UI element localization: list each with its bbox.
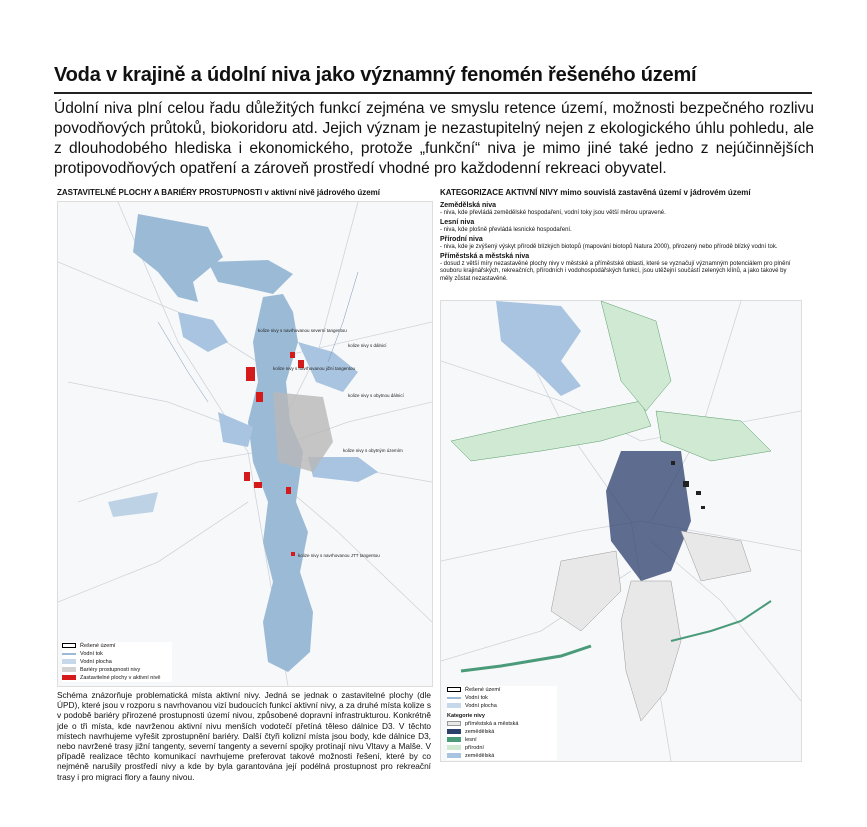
legend-label: Vodní tok <box>80 651 103 657</box>
category-text: - dosud z větší míry nezastavěné plochy nivy v městské a příměstské oblasti, které se vyznačují významným potenciálem pro plnění souboru krajinářských, rekreačních, přírodních i vodohospodářských funkcí, jsou utěžejní součástí zelených klínů, a jako takové by měly zůstat nezastavěné. <box>440 260 791 282</box>
legend-label: zemědělská <box>465 729 495 735</box>
legend-item <box>447 728 557 736</box>
map-label: kolize nivy s navrhovanou jižní tangentou <box>273 366 356 371</box>
legend-item <box>62 650 172 658</box>
legend-item <box>62 674 172 682</box>
right-legend <box>447 686 557 760</box>
legend-item <box>62 666 172 674</box>
legend-swatch <box>447 753 461 758</box>
intro-paragraph: Údolní niva plní celou řadu důležitých funkcí zejména ve smyslu retence území, možnosti bezpečného rozlivu povodňových průtoků, biokoridoru atd. Jejich význam je nezastupitelný nejen z ekologického úhlu pohledu, ale z dlouhodobého hlediska i ekonomického, protože „funkční“ niva je mimo jiné také jedno z nejúčinnějších protipovodňových opatření a zároveň prostředí vhodné pro každodenní rekreaci obyvatel. <box>54 100 814 177</box>
left-legend <box>62 642 172 682</box>
page-title: Voda v krajině a údolní niva jako významný fenomén řešeného území <box>54 64 697 86</box>
legend-swatch <box>62 675 76 680</box>
legend-swatch <box>447 721 461 726</box>
map-label: kolize nivy s navrhovanou JTT tangentou <box>298 553 380 558</box>
legend-heading: Kategorie nivy <box>447 713 485 719</box>
legend-swatch <box>447 745 461 750</box>
legend-label: zemědělská <box>465 753 495 759</box>
legend-swatch <box>447 697 461 699</box>
legend-item <box>447 720 557 728</box>
left-map <box>57 201 433 687</box>
legend-label: Bariéry prostupnosti nivy <box>80 667 141 673</box>
right-map <box>440 300 802 762</box>
category-heading: Přírodní niva <box>440 236 483 243</box>
left-map-graphic <box>58 202 432 686</box>
legend-swatch <box>447 729 461 734</box>
category-heading: Lesní niva <box>440 219 475 226</box>
legend-item <box>447 686 557 694</box>
legend-label: Řešené území <box>465 687 501 693</box>
legend-item <box>447 752 557 760</box>
category-text: - niva, kde převládá zemědělské hospodaření, vodní toky jsou větší měrou upravené. <box>440 209 666 216</box>
category-heading: Zemědělská niva <box>440 202 497 209</box>
legend-label: Vodní plocha <box>80 659 112 665</box>
category-descriptions <box>440 200 800 283</box>
legend-swatch <box>447 737 461 742</box>
category-heading: Příměstská a městská niva <box>440 253 530 260</box>
right-panel-title: KATEGORIZACE AKTIVNÍ NIVY mimo souvislá zastavěná území v jádrovém území <box>440 188 751 197</box>
legend-swatch <box>447 687 461 692</box>
legend-item <box>447 694 557 702</box>
category-text: - niva, kde je zvýšený výskyt přírodě blízkých biotopů (mapování biotopů Natura 2000), přirozený nebo přírodě blízký vodní tok. <box>440 243 778 250</box>
left-caption: Schéma znázorňuje problematická místa aktivní nivy. Jedná se jednak o zastavitelné plochy (dle ÚPD), které jsou v rozporu s navrhovanou vizí budoucích funkcí aktivní nivy, a za druhé místa kolize s v podobě bariéry přirozené prostupnosti území nivou, způsobené dopravní infrastrukturou. Konkrétně jde o tři místa, kde navrženou aktivní nivu menších vodotečí přetíná těleso dálnice D3. V těchto místech navrhujeme vyřešit zprostupnění bariéry. Další čtyři kolizní místa jsou body, kde dálnice D3, nebo navržené trasy jižní tangenty, severní tangenty a severní spojky protínají nivu Vltavy a Malše. V případě realizace těchto komunikací navrhujeme preferovat takové možnosti řešení, které by co nejméně narušily prostředí nivy a kde by byla garantována její podélná prostupnost pro rekreační trasy i pro migraci flory a fauny nivou. <box>57 690 431 782</box>
legend-label: přírodní <box>465 745 484 751</box>
legend-label: Řešené území <box>80 643 116 649</box>
map-label: kolize nivy s obytnou dálnicí <box>348 393 404 398</box>
legend-item <box>447 702 557 710</box>
legend-label: Vodní plocha <box>465 703 497 709</box>
legend-item <box>447 736 557 744</box>
legend-swatch <box>62 643 76 648</box>
legend-swatch <box>447 703 461 708</box>
map-label: kolize nivy s obytným územím <box>343 448 403 453</box>
legend-swatch <box>62 667 76 672</box>
legend-swatch <box>62 659 76 664</box>
legend-label: Zastavitelné plochy v aktivní nivě <box>80 675 161 681</box>
legend-label: příměstská a městská <box>465 721 519 727</box>
category-text: - niva, kde plošně převládá lesnické hospodaření. <box>440 226 572 233</box>
map-label: kolize nivy s navrhovanou severní tangentou <box>258 328 347 333</box>
legend-label: Vodní tok <box>465 695 488 701</box>
legend-item <box>447 744 557 752</box>
legend-label: lesní <box>465 737 477 743</box>
map-label: kolize nivy s dálnicí <box>348 343 387 348</box>
title-rule <box>54 92 812 94</box>
left-panel-title: ZASTAVITELNÉ PLOCHY A BARIÉRY PROSTUPNOSTI v aktivní nivě jádrového území <box>57 188 381 197</box>
legend-item <box>62 642 172 650</box>
legend-item <box>62 658 172 666</box>
legend-swatch <box>62 653 76 655</box>
